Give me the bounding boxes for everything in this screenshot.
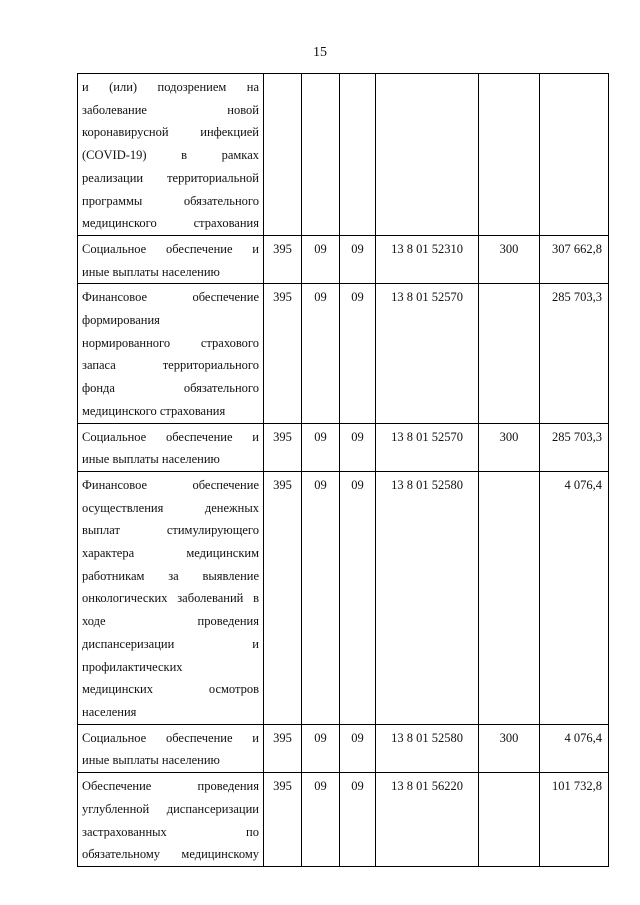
table-row [78, 235, 609, 283]
row-name-line: коронавирусной инфекцией [82, 125, 259, 140]
row-name-line: медицинского страхования [82, 403, 226, 418]
row-name-line: углубленной диспансеризации [82, 801, 259, 816]
row-name-cell [78, 724, 264, 772]
cell-csr: 13 8 01 52570 [376, 284, 479, 423]
row-name-line: Социальное обеспечение и [82, 429, 259, 444]
row-name-line: иные выплаты населению [82, 452, 220, 467]
table-body [78, 74, 609, 867]
cell-csr: 13 8 01 52310 [376, 235, 479, 283]
row-name-line: профилактических [82, 659, 183, 674]
row-name-line: запаса территориального [82, 358, 259, 373]
row-name-cell [78, 773, 264, 867]
row-name-cell [78, 235, 264, 283]
cell-vr [479, 284, 540, 423]
cell-amount: 101 732,8 [540, 773, 609, 867]
row-name-line: Финансовое обеспечение [82, 290, 259, 305]
table-row [78, 423, 609, 471]
cell-vr: 300 [479, 724, 540, 772]
row-name-line: осуществления денежных [82, 500, 259, 515]
cell-grbs: 395 [264, 284, 302, 423]
cell-csr: 13 8 01 52580 [376, 724, 479, 772]
cell-rz: 09 [302, 773, 340, 867]
row-name-line: и (или) подозрением на [82, 80, 259, 94]
row-name-line: нормированного страхового [82, 335, 259, 350]
row-name-line: медицинского страхования [82, 216, 259, 231]
cell-amount [540, 74, 609, 236]
cell-csr [376, 74, 479, 236]
row-name-line: населения [82, 704, 137, 719]
cell-rz: 09 [302, 235, 340, 283]
page-number: 15 [313, 45, 327, 60]
row-name-line: иные выплаты населению [82, 264, 220, 279]
cell-pr: 09 [340, 773, 376, 867]
row-name-line: характера медицинским [82, 546, 259, 561]
cell-csr: 13 8 01 52580 [376, 471, 479, 724]
cell-grbs: 395 [264, 724, 302, 772]
budget-table [77, 73, 609, 867]
cell-grbs: 395 [264, 773, 302, 867]
cell-vr [479, 773, 540, 867]
cell-rz [302, 74, 340, 236]
cell-pr [340, 74, 376, 236]
cell-grbs: 395 [264, 423, 302, 471]
row-name-line: иные выплаты населению [82, 753, 220, 768]
row-name-line: диспансеризации и [82, 636, 259, 651]
row-name-line: реализации территориальной [82, 170, 259, 185]
cell-grbs [264, 74, 302, 236]
row-name-line: обязательному медицинскому [82, 847, 259, 862]
cell-pr: 09 [340, 471, 376, 724]
row-name-cell [78, 423, 264, 471]
cell-amount: 4 076,4 [540, 724, 609, 772]
cell-amount: 285 703,3 [540, 284, 609, 423]
row-name-line: медицинских осмотров [82, 682, 259, 697]
cell-vr [479, 471, 540, 724]
row-name-line: фонда обязательного [82, 381, 259, 396]
cell-pr: 09 [340, 724, 376, 772]
cell-amount: 307 662,8 [540, 235, 609, 283]
cell-rz: 09 [302, 423, 340, 471]
row-name-cell [78, 471, 264, 724]
row-name-line: выплат стимулирующего [82, 523, 259, 538]
cell-pr: 09 [340, 235, 376, 283]
row-name-line: формирования [82, 313, 160, 328]
cell-amount: 4 076,4 [540, 471, 609, 724]
cell-vr [479, 74, 540, 236]
table-row [78, 773, 609, 867]
row-name-line: работникам за выявление [82, 568, 259, 583]
cell-rz: 09 [302, 471, 340, 724]
cell-csr: 13 8 01 52570 [376, 423, 479, 471]
row-name-cell [78, 284, 264, 423]
row-name-line: Обеспечение проведения [82, 779, 259, 794]
cell-pr: 09 [340, 423, 376, 471]
table-row [78, 724, 609, 772]
cell-rz: 09 [302, 284, 340, 423]
cell-pr: 09 [340, 284, 376, 423]
row-name-line: Социальное обеспечение и [82, 241, 259, 256]
table-row [78, 74, 609, 236]
table-row [78, 284, 609, 423]
cell-grbs: 395 [264, 471, 302, 724]
row-name-line: программы обязательного [82, 193, 259, 208]
row-name-line: Финансовое обеспечение [82, 477, 259, 492]
table-row [78, 471, 609, 724]
row-name-line: (COVID-19) в рамках [82, 148, 259, 163]
row-name-line: заболевание новой [82, 102, 259, 117]
row-name-line: ходе проведения [82, 614, 259, 629]
cell-vr: 300 [479, 423, 540, 471]
row-name-line: онкологических заболеваний в [82, 591, 259, 606]
row-name-line: Социальное обеспечение и [82, 730, 259, 745]
cell-amount: 285 703,3 [540, 423, 609, 471]
cell-vr: 300 [479, 235, 540, 283]
cell-rz: 09 [302, 724, 340, 772]
row-name-line: застрахованных по [82, 824, 259, 839]
cell-csr: 13 8 01 56220 [376, 773, 479, 867]
row-name-cell [78, 74, 264, 236]
cell-grbs: 395 [264, 235, 302, 283]
